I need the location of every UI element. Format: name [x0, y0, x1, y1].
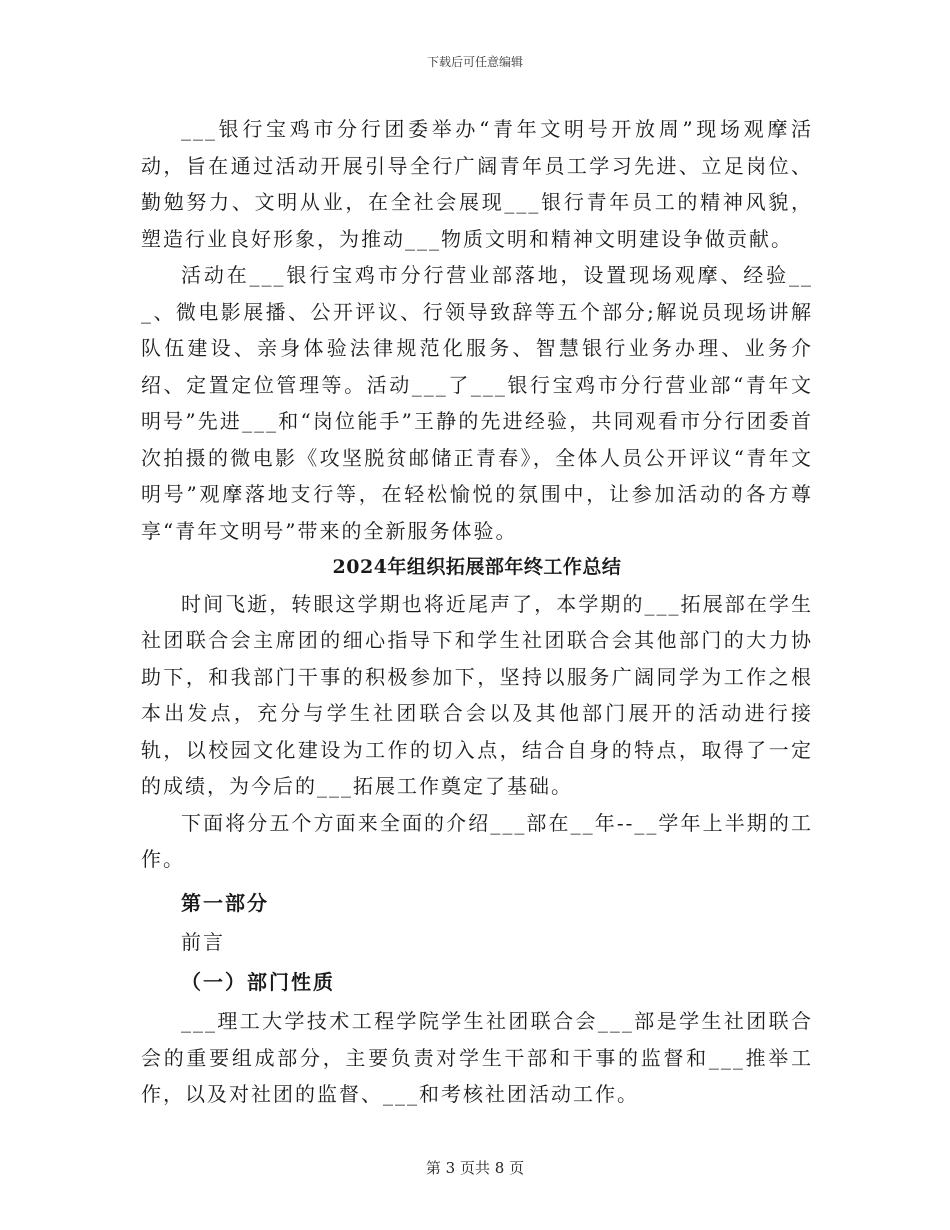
- body-paragraph: 活动在___银行宝鸡市分行营业部落地，设置现场观摩、经验___、微电影展播、公开评议、行领导致辞等五个部分;解说员现场讲解队伍建设、亲身体验法律规范化服务、智慧银行业务办理、业务介绍、定置定位管理等。活动___了___银行宝鸡市分行营业部“青年文明号”先进___和“岗位能手”王静的先进经验，共同观看市分行团委首次拍摄的微电影《攻坚脱贫邮储正青春》，全体人员公开评议“青年文明号”观摩落地支行等，在轻松愉悦的氛围中，让参加活动的各方尊享“青年文明号”带来的全新服务体验。: [141, 263, 813, 543]
- body-paragraph: 下面将分五个方面来全面的介绍___部在__年--__学年上半期的工作。: [141, 810, 813, 871]
- part-heading: 第一部分: [181, 890, 269, 915]
- body-paragraph: ___银行宝鸡市分行团委举办“青年文明号开放周”现场观摩活动，旨在通过活动开展引导全行广阔青年员工学习先进、立足岗位、勤勉努力、文明从业，在全社会展现___银行青年员工的精神风貌，塑造行业良好形象，为推动___物质文明和精神文明建设争做贡献。: [141, 117, 813, 251]
- document-body: [141, 111, 813, 1113]
- preface-label: 前言: [181, 930, 225, 954]
- page-footer: 第 3 页共 8 页: [425, 1159, 525, 1177]
- document-title: 2024年组织拓展部年终工作总结: [332, 556, 622, 578]
- section-heading: （一）部门性质: [181, 969, 335, 994]
- page-header: 下载后可任意编辑: [426, 55, 523, 69]
- body-paragraph: 时间飞逝，转眼这学期也将近尾声了，本学期的___拓展部在学生社团联合会主席团的细心指导下和学生社团联合会其他部门的大力协助下，和我部门干事的积极参加下，坚持以服务广阔同学为工作之根本出发点，充分与学生社团联合会以及其他部门展开的活动进行接轨，以校园文化建设为工作的切入点，结合自身的特点，取得了一定的成绩，为今后的___拓展工作奠定了基础。: [141, 591, 813, 798]
- body-paragraph: ___理工大学技术工程学院学生社团联合会___部是学生社团联合会的重要组成部分，主要负责对学生干部和干事的监督和___推举工作，以及对社团的监督、___和考核社团活动工作。: [141, 1009, 813, 1106]
